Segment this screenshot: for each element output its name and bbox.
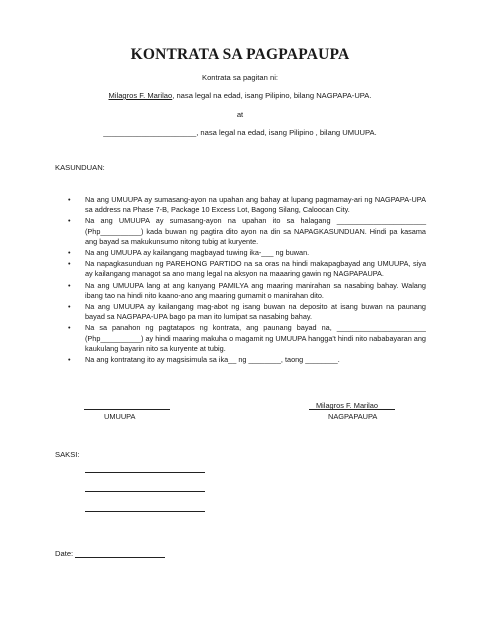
contract-subtitle: Kontrata sa pagitan ni: — [202, 73, 278, 82]
term-text: Na napagkasunduan ng PAREHONG PARTIDO na sa oras na hindi makapagbayad ang UMUUPA, siya ay kailangang managot sa ano mang legal na aksyon na maaaring gawin ng NAGPAPAUPA. — [85, 259, 426, 279]
bullet-icon: • — [68, 248, 71, 258]
tenant-party-text: , nasa legal na edad, isang Pilipino , bilang UMUUPA. — [196, 128, 377, 137]
date-label: Date: — [55, 549, 74, 558]
term-text: Na ang UMUUPA ay kailangang mag-abot ng isang buwan na deposito at isang buwan na paunang bayad sa NAGPAPA-UPA bago pa man ito lumipat sa nasabing bahay. — [85, 302, 426, 322]
tenant-party-line — [0, 128, 480, 137]
tenant-name-blank: ______________________ — [103, 128, 197, 137]
bullet-icon: • — [68, 216, 71, 226]
term-text: Na sa panahon ng pagtatapos ng kontrata, ang paunang bayad na, ______________________ (Php__________) ay hindi maaring makuha o magamit ng UMUUPA hangga't hindi nito nababayaran ang kaukulang bayarin nito sa kuryente at tubig. — [85, 323, 426, 353]
term-item — [68, 302, 426, 322]
bullet-icon: • — [68, 302, 71, 312]
bullet-icon: • — [68, 323, 71, 333]
agreement-terms-list — [68, 195, 426, 366]
term-text: Na ang kontratang ito ay magsisimula sa ika__ ng ________, taong ________. — [85, 355, 340, 365]
date-blank-line — [75, 549, 165, 558]
term-text: Na ang UMUUPA ay kailangang magbayad tuwing ika-___ ng buwan. — [85, 248, 310, 258]
term-text: Na ang UMUUPA lang at ang kanyang PAMILYA ang maaring manirahan sa nasabing bahay. Walang ibang tao na hindi nito kaano-ano ang maaring gumamit o manirahan dito. — [85, 280, 426, 300]
agreement-heading: KASUNDUAN: — [55, 163, 105, 172]
term-item — [68, 323, 426, 354]
landlord-signature-label: NAGPAPAUPA — [328, 412, 378, 421]
bullet-icon: • — [68, 195, 71, 204]
landlord-party-line — [0, 91, 480, 100]
witness-signature-line — [85, 472, 205, 473]
term-text: Na ang UMUUPA ay sumasang-ayon na upahan ang bahay at lupang pagmamay-ari ng NAGPAPA-UPA sa address na Phase 7-B, Package 10 Excess Lot, Bagong Silang, Caloocan City. — [85, 195, 426, 215]
party-connector: at — [236, 110, 244, 119]
bullet-icon: • — [68, 259, 71, 269]
witness-signature-line — [85, 491, 205, 492]
bullet-icon: • — [68, 355, 71, 365]
landlord-signature-line — [309, 409, 395, 410]
landlord-party-text: , nasa legal na edad, isang Pilipino, bilang NAGPAPA-UPA. — [172, 91, 372, 100]
term-item — [68, 195, 426, 215]
witness-signature-line — [85, 511, 205, 512]
term-item — [68, 259, 426, 279]
term-item — [68, 355, 426, 365]
tenant-signature-label: UMUUPA — [104, 412, 136, 421]
date-row — [55, 549, 165, 558]
witness-heading: SAKSI: — [55, 450, 80, 459]
term-item — [68, 248, 426, 258]
term-item — [68, 281, 426, 301]
tenant-signature-line — [84, 409, 170, 410]
term-text: Na ang UMUUPA ay sumasang-ayon na upahan ito sa halagang ______________________ (Php__________) kada buwan ng pagtira dito ayon na din sa NAPAGKASUNDUAN. Hindi pa kasama ang bayad sa makukunsumo nitong tubig at kuryente. — [85, 216, 426, 246]
document-title: KONTRATA SA PAGPAPAUPA — [130, 46, 350, 63]
landlord-name: Milagros F. Marilao — [108, 91, 173, 100]
term-item — [68, 216, 426, 247]
bullet-icon: • — [68, 280, 71, 290]
landlord-signature-name: Milagros F. Marilao — [316, 401, 379, 410]
